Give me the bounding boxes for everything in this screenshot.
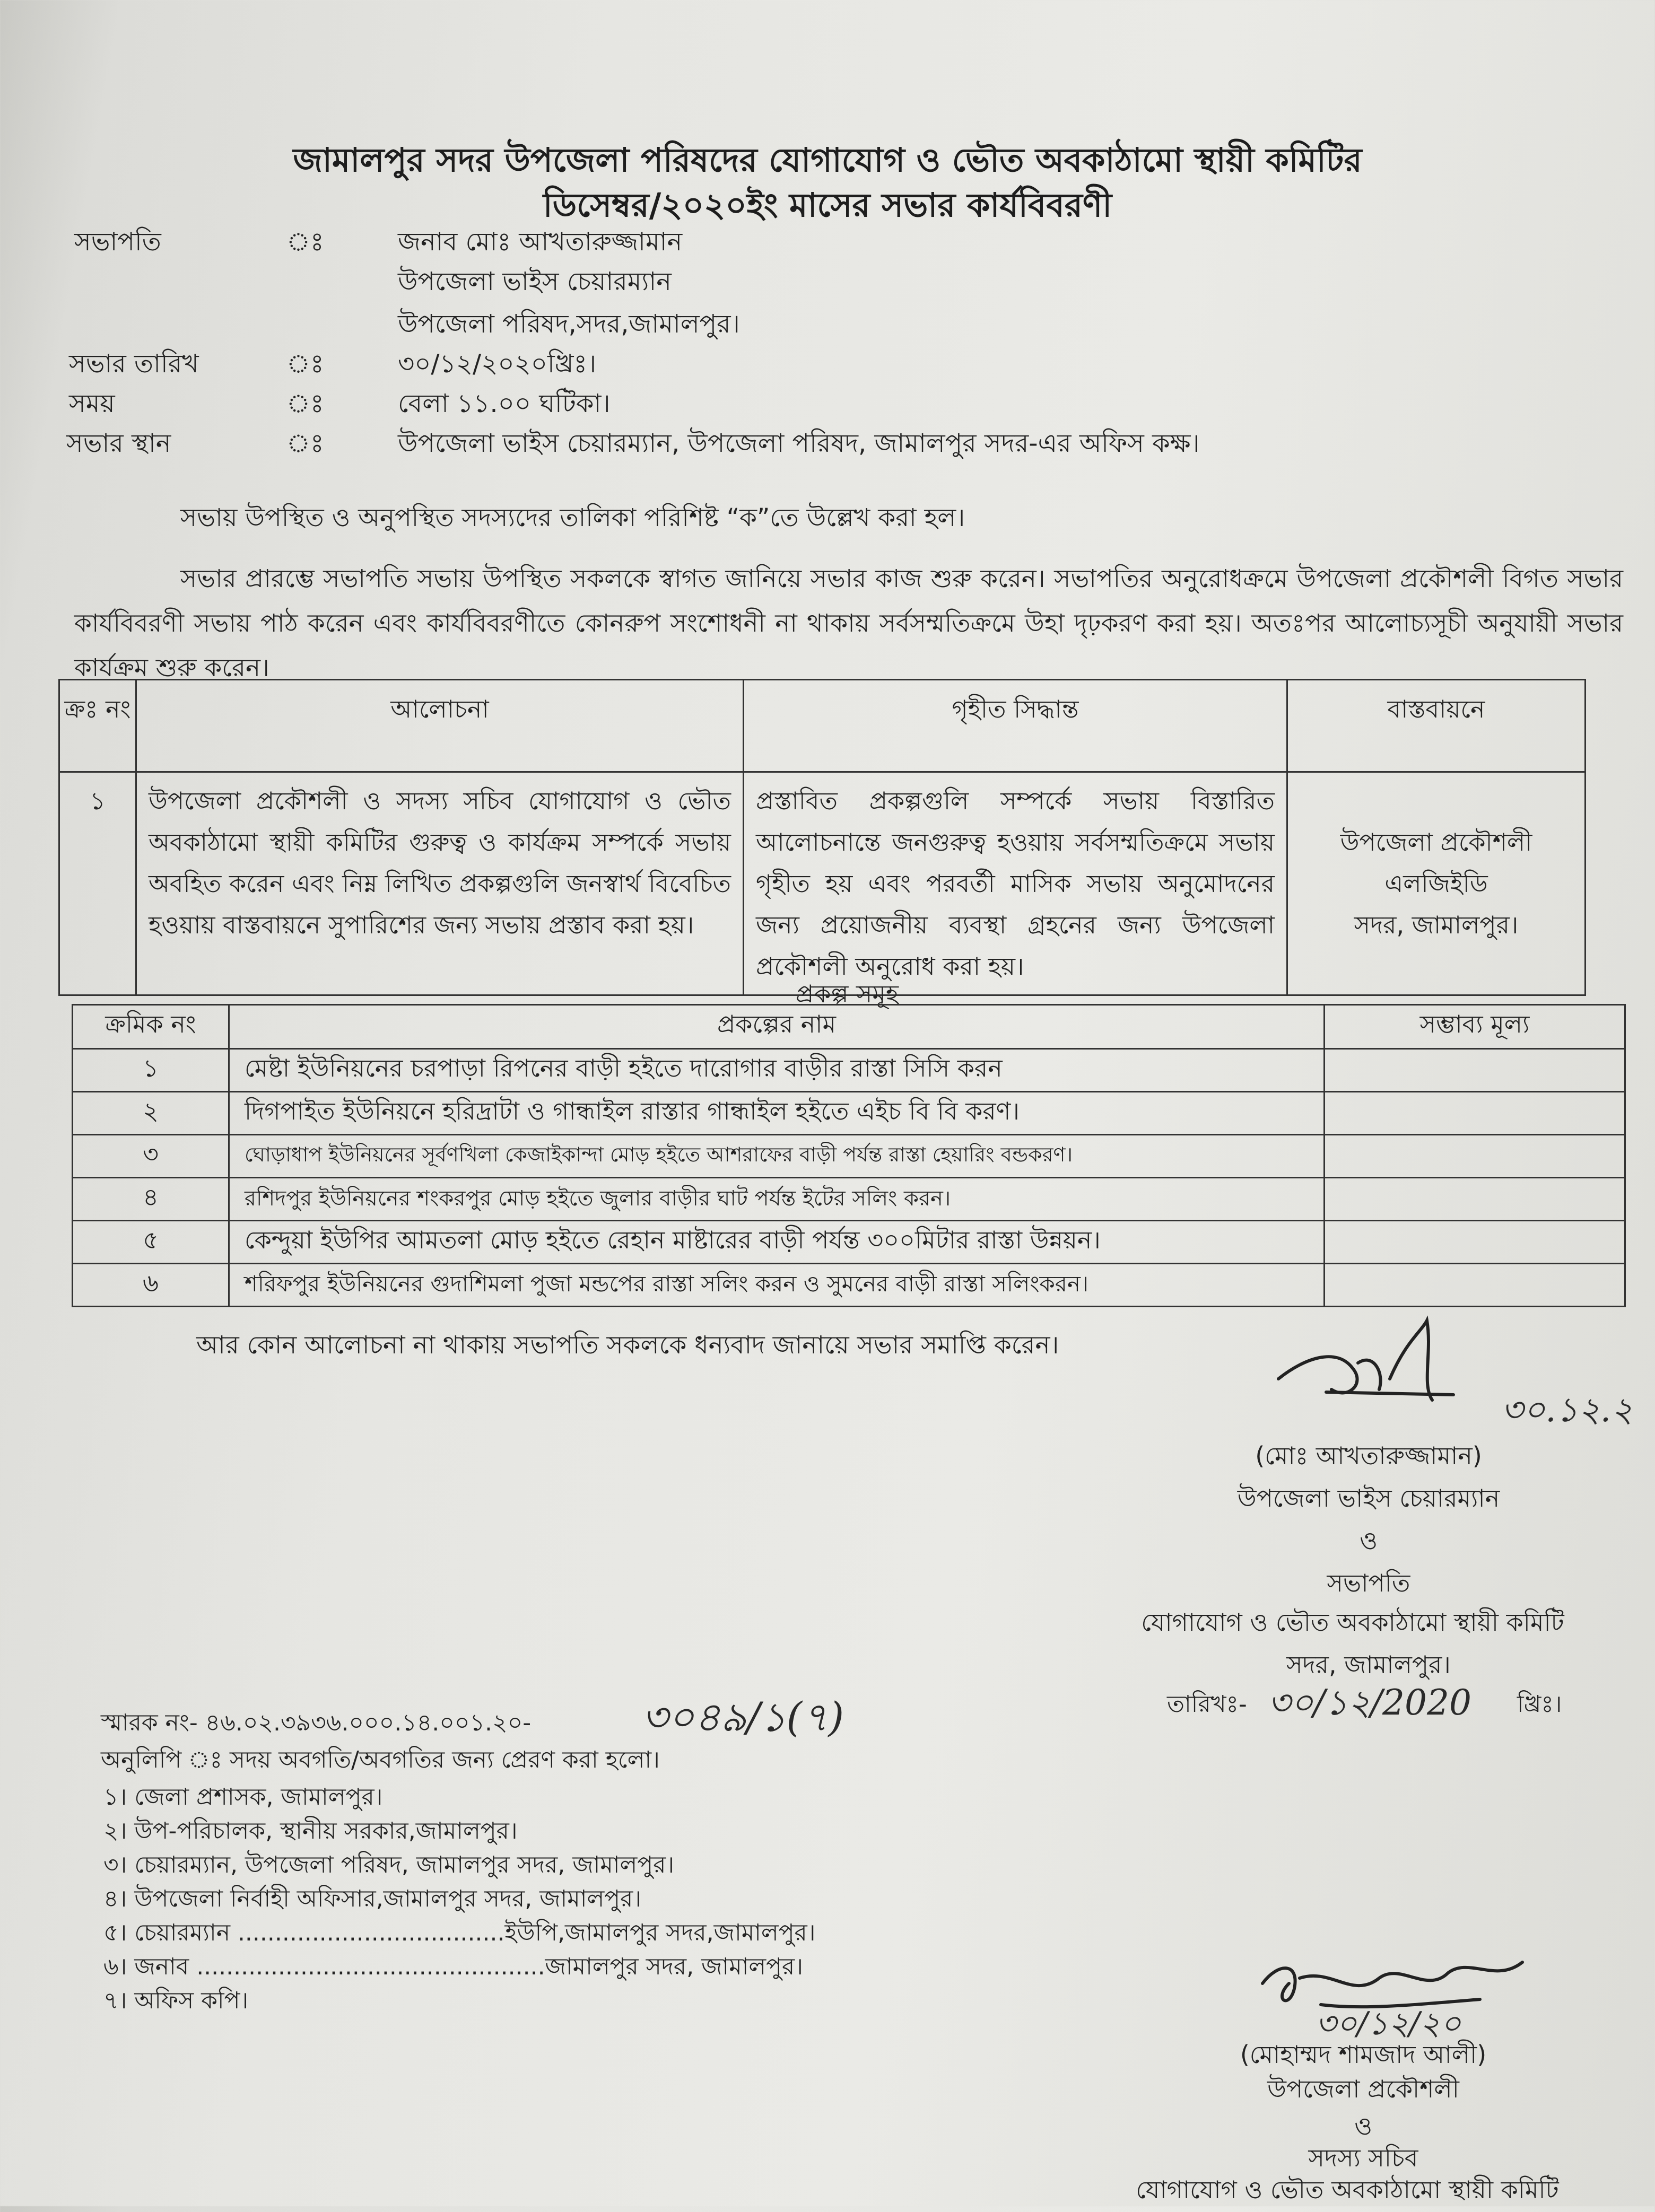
chair-signature-mark xyxy=(1273,1310,1464,1427)
chair-name: (মোঃ আখতারুজ্জামান) xyxy=(1255,1441,1482,1470)
project-name: শরিফপুর ইউনিয়নের গুদাশিমলা পুজা মন্ডপের রাস্তা সলিং করন ও সুমনের বাড়ী রাস্তা সলিংকরন। xyxy=(229,1264,1325,1307)
project-name: কেন্দুয়া ইউপির আমতলা মোড় হইতে রেহান মাষ্টারের বাড়ী পর্যন্ত ৩০০মিটার রাস্তা উন্নয়ন। xyxy=(229,1221,1325,1264)
project-name: রশিদপুর ইউনিয়নের শংকরপুর মোড় হইতে জুলার বাড়ীর ঘাট পর্যন্ত ইটের সলিং করন। xyxy=(229,1178,1325,1221)
place-label: সভার স্থান xyxy=(66,429,171,458)
discussion-table-header xyxy=(59,680,1586,772)
chair-label: সভাপতি xyxy=(74,227,161,257)
copy-list xyxy=(103,1779,1005,2017)
attendance-paragraph: সভায় উপস্থিত ও অনুপস্থিত সদস্যদের তালিকা পরিশিষ্ট “ক”তে উল্লেখ করা হল। xyxy=(180,503,965,532)
chair-handwritten-date: ৩০.১২.২ xyxy=(1501,1391,1633,1430)
header-project-cost: সম্ভাব্য মূল্য xyxy=(1325,1005,1625,1049)
chair-signature-block xyxy=(1135,1435,1602,1604)
project-cost xyxy=(1325,1092,1625,1135)
row-discussion: উপজেলা প্রকৌশলী ও সদস্য সচিব যোগাযোগ ও ভৌত অবকাঠামো স্থায়ী কমিটির গুরুত্ব ও কার্যক্রম সম্পর্কে সভায় অবহিত করেন এবং নিম্ন লিখিত প্রকল্পগুলি জনস্বার্থ বিবেচিত হওয়ায় বাস্তবায়নে সুপারিশের জন্য সভায় প্রস্তাব করা হয়। xyxy=(136,772,744,995)
chair-line-2: উপজেলা ভাইস চেয়ারম্যান xyxy=(398,267,672,296)
memo-number-label: স্মারক নং- ৪৬.০২.৩৯৩৬.০০০.১৪.০০১.২০- xyxy=(101,1709,532,1736)
table-row xyxy=(73,1135,1625,1178)
time-label: সময় xyxy=(69,389,115,418)
header-project-serial: ক্রমিক নং xyxy=(73,1005,229,1049)
list-item: ২। উপ-পরিচালক, স্থানীয় সরকার,জামালপুর। xyxy=(103,1817,518,1844)
table-row xyxy=(73,1092,1625,1135)
page-title-line-2: ডিসেম্বর/২০২০ইং মাসের সভার কার্যবিবরণী xyxy=(543,186,1112,224)
table-row xyxy=(73,1178,1625,1221)
header-serial: ক্রঃ নং xyxy=(59,680,136,772)
chair-designation-3: সভাপতি xyxy=(1327,1569,1410,1597)
projects-table xyxy=(72,1004,1626,1307)
project-cost xyxy=(1325,1135,1625,1178)
engineer-designation-2: ও xyxy=(1354,2112,1372,2140)
closing-paragraph: আর কোন আলোচনা না থাকায় সভাপতি সকলকে ধন্যবাদ জানায়ে সভার সমাপ্তি করেন। xyxy=(196,1331,1059,1360)
header-project-name: প্রকল্পের নাম xyxy=(229,1005,1325,1049)
engineer-handwritten-date: ৩০/১২/২০ xyxy=(1316,2005,1461,2042)
chair-line-1: জনাব মোঃ আখতারুজ্জামান xyxy=(398,227,683,257)
table-row xyxy=(73,1221,1625,1264)
projects-table-header xyxy=(73,1005,1625,1049)
list-item: ৭। অফিস কপি। xyxy=(103,1987,249,2014)
list-item: ৪। উপজেলা নির্বাহী অফিসার,জামালপুর সদর, জামালপুর। xyxy=(103,1885,642,1912)
row-decision: প্রস্তাবিত প্রকল্পগুলি সম্পর্কে সভায় বিস্তারিত আলোচনান্তে জনগুরুত্ব হওয়ায় সর্বসম্মতিক্রমে সভায় গৃহীত হয় এবং পরবর্তী মাসিক সভায় অনুমোদনের জন্য প্রয়োজনীয় ব্যবস্থা গ্রহনের জন্য উপজেলা প্রকৌশলী অনুরোধ করা হয়। xyxy=(744,772,1287,995)
header-implementer: বাস্তবায়নে xyxy=(1287,680,1586,772)
projects-caption: প্রকল্প সমূহ xyxy=(796,980,899,1008)
chair-date-suffix: খ্রিঃ। xyxy=(1517,1691,1562,1718)
table-row xyxy=(59,772,1586,995)
chair-committee-line: যোগাযোগ ও ভৌত অবকাঠামো স্থায়ী কমিটি xyxy=(1141,1608,1564,1637)
meeting-time: বেলা ১১.০০ ঘটিকা। xyxy=(398,389,611,418)
project-serial: ৪ xyxy=(73,1178,229,1221)
engineer-designation-1: উপজেলা প্রকৌশলী xyxy=(1267,2075,1459,2103)
table-row xyxy=(73,1049,1625,1092)
memo-number-handwritten: ৩০৪৯/১(৭) xyxy=(642,1693,844,1741)
implementer-line-2: এলজিইডি xyxy=(1384,869,1488,898)
project-serial: ৫ xyxy=(73,1221,229,1264)
implementer-line-1: উপজেলা প্রকৌশলী xyxy=(1340,828,1532,856)
chair-date-label: তারিখঃ- xyxy=(1167,1691,1247,1718)
project-cost xyxy=(1325,1264,1625,1307)
chair-date-handwritten: ৩০/১২/2020 xyxy=(1268,1682,1472,1723)
list-item: ৬। জনাব ...............................................জামালপুর সদর, জামালপুর। xyxy=(103,1953,803,1980)
opening-paragraph: সভার প্রারম্ভে সভাপতি সভায় উপস্থিত সকলকে স্বাগত জানিয়ে সভার কাজ শুরু করেন। সভাপতির অনুরোধক্রমে উপজেলা প্রকৌশলী বিগত সভার কার্যবিবরণী সভায় পাঠ করেন এবং কার্যবিবরণীতে কোনরুপ সংশোধনী না থাকায় সর্বসম্মতিক্রমে উহা দৃঢ়করণ করা হয়। অতঃপর আলোচ্যসূচী অনুযায়ী সভার কার্যক্রম শুরু করেন। xyxy=(74,564,1623,683)
project-serial: ২ xyxy=(73,1092,229,1135)
list-item: ৫। চেয়ারম্যান ....................................ইউপি,জামালপুর সদর,জামালপুর। xyxy=(103,1919,816,1946)
meeting-place: উপজেলা ভাইস চেয়ারম্যান, উপজেলা পরিষদ, জামালপুর সদর-এর অফিস কক্ষ। xyxy=(398,429,1200,458)
project-cost xyxy=(1325,1221,1625,1264)
project-name: ঘোড়াধাপ ইউনিয়নের সূর্বণখিলা কেজাইকান্দা মোড় হইতে আশরাফের বাড়ী পর্যন্ত রাস্তা হেয়ারিং বন্ডকরণ। xyxy=(229,1135,1325,1178)
meeting-date: ৩০/১২/২০২০খ্রিঃ। xyxy=(398,349,597,379)
date-label: সভার তারিখ xyxy=(69,349,199,379)
project-name: দিগপাইত ইউনিয়নে হরিদ্রাটা ও গান্ধাইল রাস্তার গান্ধাইল হইতে এইচ বি বি করণ। xyxy=(229,1092,1325,1135)
chair-designation-1: উপজেলা ভাইস চেয়ারম্যান xyxy=(1237,1484,1500,1512)
chair-colon: ঃ xyxy=(286,227,324,257)
place-colon: ঃ xyxy=(286,429,324,458)
project-cost xyxy=(1325,1178,1625,1221)
header-decision: গৃহীত সিদ্ধান্ত xyxy=(744,680,1287,772)
page-title-line-1: জামালপুর সদর উপজেলা পরিষদের যোগাযোগ ও ভৌত অবকাঠামো স্থায়ী কমিটির xyxy=(293,141,1362,179)
copy-intro: অনুলিপি ঃ সদয় অবগতি/অবগতির জন্য প্রেরণ করা হলো। xyxy=(101,1746,660,1773)
engineer-designation-4: যোগাযোগ ও ভৌত অবকাঠামো স্থায়ী কমিটি xyxy=(1136,2175,1559,2204)
engineer-name: (মোহাম্মদ শামজাদ আলী) xyxy=(1240,2040,1487,2069)
project-serial: ১ xyxy=(73,1049,229,1092)
row-implementer xyxy=(1287,772,1586,995)
chair-line-3: উপজেলা পরিষদ,সদর,জামালপুর। xyxy=(398,309,740,339)
list-item: ১। জেলা প্রশাসক, জামালপুর। xyxy=(103,1783,383,1811)
chair-office-line: সদর, জামালপুর। xyxy=(1286,1650,1451,1679)
time-colon: ঃ xyxy=(286,389,324,418)
project-name: মেষ্টা ইউনিয়নের চরপাড়া রিপনের বাড়ী হইতে দারোগার বাড়ীর রাস্তা সিসি করন xyxy=(229,1049,1325,1092)
table-row xyxy=(73,1264,1625,1307)
list-item: ৩। চেয়ারম্যান, উপজেলা পরিষদ, জামালপুর সদর, জামালপুর। xyxy=(103,1851,675,1878)
chair-designation-2: ও xyxy=(1360,1526,1378,1555)
engineer-designation-3: সদস্য সচিব xyxy=(1308,2144,1418,2172)
row-serial: ১ xyxy=(59,772,136,995)
project-cost xyxy=(1325,1049,1625,1092)
header-discussion: আলোচনা xyxy=(136,680,744,772)
date-colon: ঃ xyxy=(286,349,324,379)
project-serial: ৬ xyxy=(73,1264,229,1307)
discussion-table xyxy=(58,679,1586,996)
project-serial: ৩ xyxy=(73,1135,229,1178)
implementer-line-3: সদর, জামালপুর। xyxy=(1354,911,1519,939)
